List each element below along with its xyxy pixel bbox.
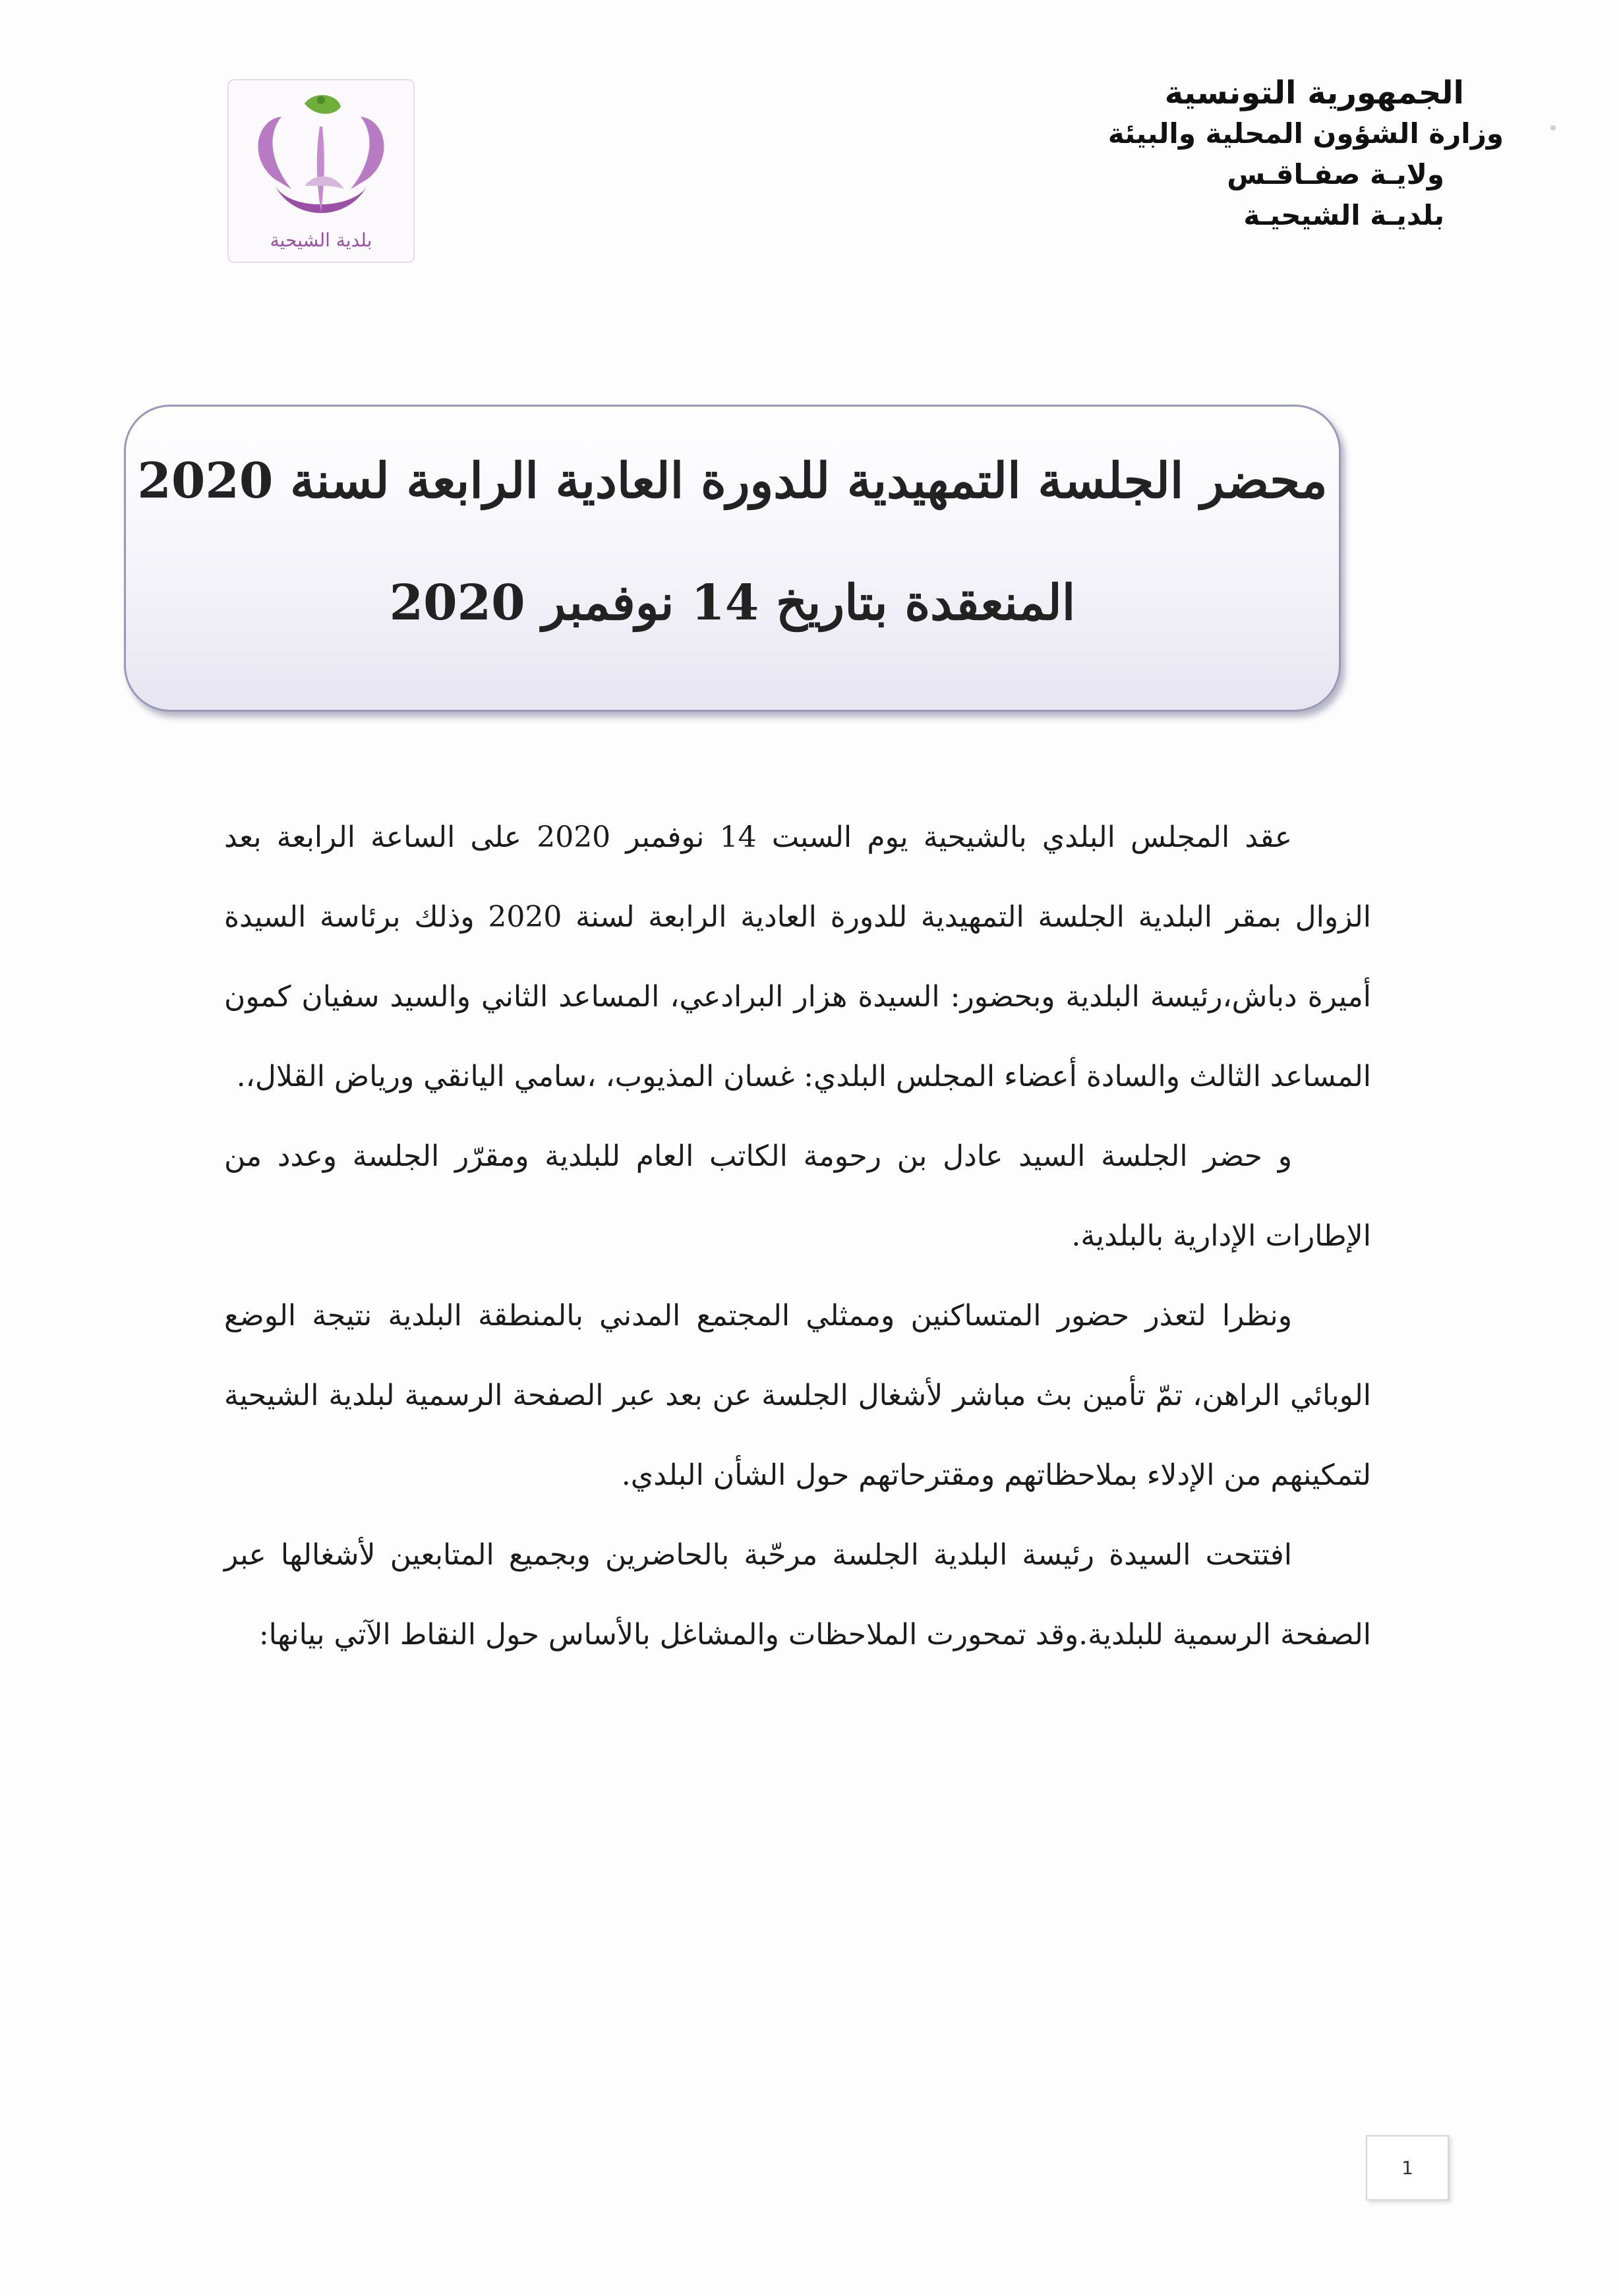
body-paragraph-opening: عقد المجلس البلدي بالشيحية يوم السبت 14 نوفمبر 2020 على الساعة الرابعة بعد الزوال بمقر البلدية الجلسة التمهيدية للدورة العادية الرابعة لسنة 2020 وذلك برئاسة السيدة أميرة دباش،رئيسة البلدية وبحضور: السيدة هزار البرادعي، المساعد الثاني والسيد سفيان كمون المساعد الثالث والسادة أعضاء المجلس البلدي: غسان المذيوب، ،سامي اليانقي ورياض القلال،. <box>224 820 1371 1093</box>
body-paragraph-attendance: و حضر الجلسة السيد عادل بن رحومة الكاتب العام للبلدية ومقرّر الجلسة وعدد من الإطارات الإدارية بالبلدية. <box>224 1139 1371 1253</box>
body-paragraph-agenda: افتتحت السيدة رئيسة البلدية الجلسة مرحّبة بالحاضرين وبجميع المتابعين لأشغالها عبر الصفحة الرسمية للبلدية.وقد تمحورت الملاحظات والمشاغل بالأساس حول النقاط الآتي بيانها: <box>224 1538 1371 1651</box>
scan-speck <box>1550 125 1556 130</box>
document-header <box>891 72 1504 236</box>
header-municipality: بلديـة الشيحيـة <box>1243 199 1444 231</box>
document-body <box>224 797 1371 1675</box>
municipality-logo <box>227 79 415 263</box>
title-box <box>124 405 1341 712</box>
header-republic: الجمهورية التونسية <box>1164 74 1464 111</box>
document-subtitle: المنعقدة بتاريخ 14 نوفمبر 2020 <box>389 575 1076 631</box>
page-number: 1 <box>1366 2135 1449 2200</box>
header-governorate: ولايـة صفـاقـس <box>1227 158 1444 190</box>
body-paragraph-broadcast: ونظرا لتعذر حضور المتساكنين وممثلي المجتمع المدني بالمنطقة البلدية نتيجة الوضع الوبائي الراهن، تمّ تأمين بث مباشر لأشغال الجلسة عن بعد عبر الصفحة الرسمية لبلدية الشيحية لتمكينهم من الإدلاء بملاحظاتهم ومقترحاتهم حول الشأن البلدي. <box>224 1299 1372 1492</box>
document-title: محضر الجلسة التمهيدية للدورة العادية الرابعة لسنة 2020 <box>137 453 1328 509</box>
logo-caption: بلدية الشيحية <box>270 229 372 251</box>
header-ministry: وزارة الشؤون المحلية والبيئة <box>1107 117 1504 150</box>
